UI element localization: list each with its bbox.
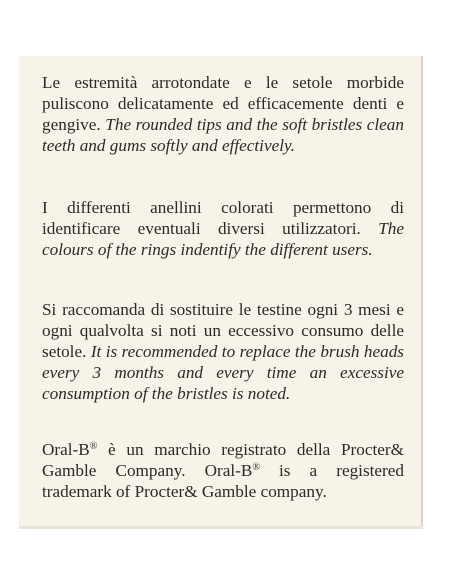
paragraph-trademark (42, 439, 404, 502)
paragraph-colored-rings (42, 197, 404, 260)
paragraph-english-text: The rounded tips and the soft bristles clean teeth and gums softly and effectively. (42, 115, 404, 155)
leaflet-panel (19, 56, 423, 526)
paragraph-soft-bristles (42, 72, 404, 156)
registered-symbol: ® (252, 462, 260, 473)
brand-name: Oral-B (204, 461, 253, 480)
paragraph-italian-text: Le estremità arrotondate e le setole morbide puliscono delicatamente ed efficacemente denti e gengive. (42, 73, 404, 134)
paragraph-english-text: The colours of the rings indentify the different users. (42, 219, 404, 259)
paragraph-italian-text: Si raccomanda di sostituire le testine ogni 3 mesi e ogni qualvolta si noti un eccessivo consumo delle setole. (42, 300, 404, 361)
trademark-italian-text: è un marchio registrato della Procter& Gamble Company. (42, 440, 404, 480)
paragraph-italian-text: I differenti anellini colorati permettono di identificare eventuali diversi utilizzatori. (42, 198, 404, 238)
paragraph-replace-heads (42, 299, 404, 404)
brand-name: Oral-B (42, 440, 90, 459)
leaflet-bottom-edge (19, 526, 423, 529)
trademark-english-text: is a registered trademark of Procter& Gamble company. (42, 461, 404, 501)
registered-symbol: ® (89, 441, 98, 452)
paragraph-english-text: It is recommended to replace the brush heads every 3 months and every time an excessive consumption of the bristles is noted. (42, 342, 404, 403)
